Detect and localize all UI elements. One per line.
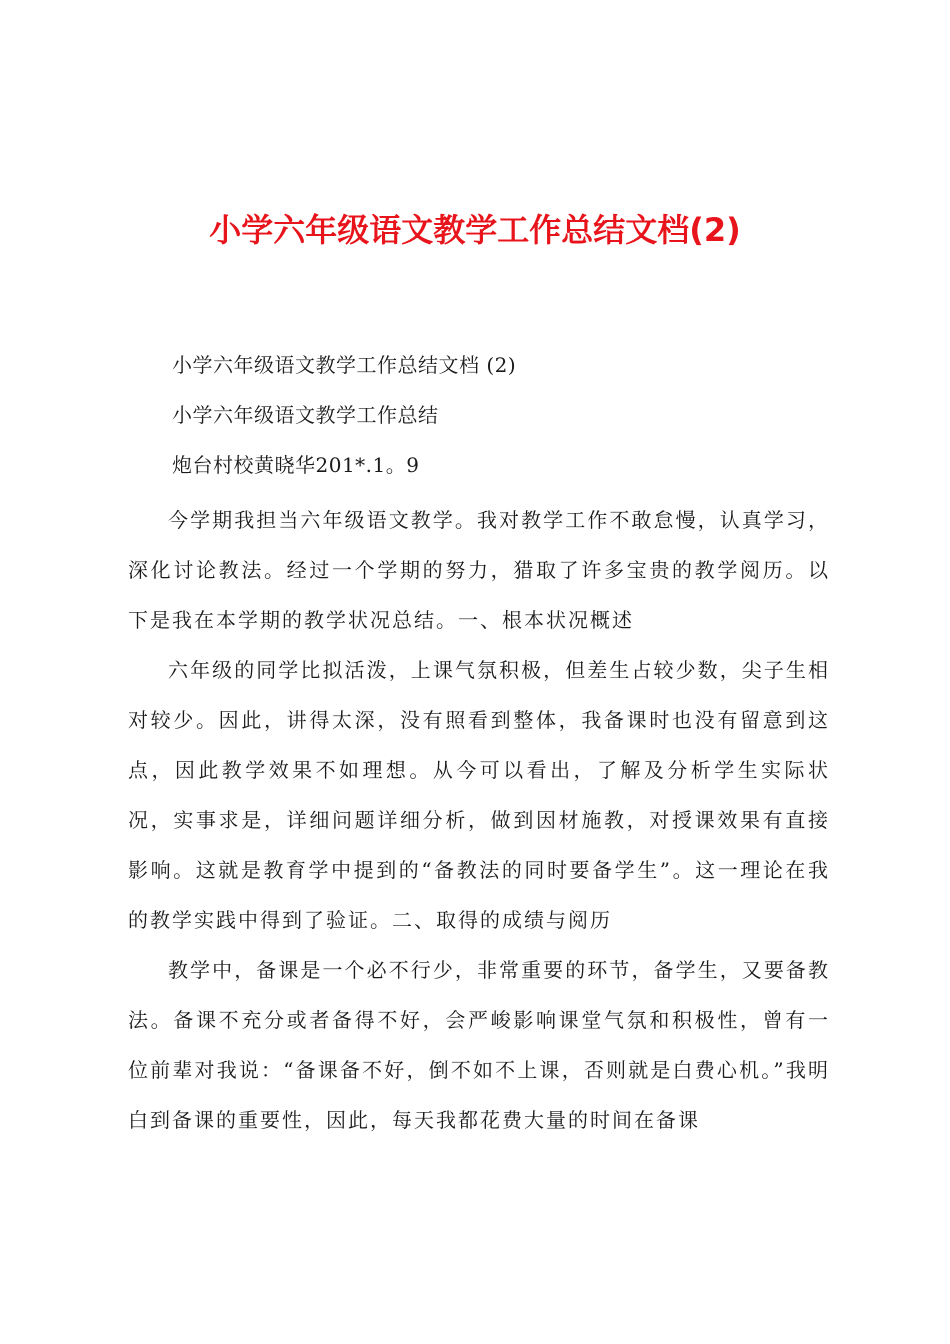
paragraph: 六年级的同学比拟活泼，上课气氛积极，但差生占较少数，尖子生相对较少。因此，讲得太深，没有照看到整体，我备课时也没有留意到这点，因此教学效果不如理想。从今可以看出，了解及分析学生实际状况，实事求是，详细问题详细分析，做到因材施教，对授课效果有直接影响。这就是教育学中提到的“备教法的同时要备学生”。这一理论在我的教学实践中得到了验证。二、取得的成绩与阅历	[128, 658, 830, 932]
body-text	[128, 495, 830, 1145]
heading-line: 小学六年级语文教学工作总结	[172, 403, 439, 427]
author-line: 炮台村校黄晓华201*.1。9	[172, 453, 420, 477]
paragraph: 教学中，备课是一个必不行少，非常重要的环节，备学生，又要备教法。备课不充分或者备得不好，会严峻影响课堂气氛和积极性，曾有一位前辈对我说：“备课备不好，倒不如不上课，否则就是白费心机。”我明白到备课的重要性，因此，每天我都花费大量的时间在备课	[128, 958, 830, 1132]
paragraph: 今学期我担当六年级语文教学。我对教学工作不敢怠慢，认真学习，深化讨论教法。经过一个学期的努力，猎取了许多宝贵的教学阅历。以下是我在本学期的教学状况总结。一、根本状况概述	[128, 508, 830, 632]
subtitle-line: 小学六年级语文教学工作总结文档 (2)	[172, 353, 517, 377]
document-title: 小学六年级语文教学工作总结文档(2)	[209, 211, 741, 249]
